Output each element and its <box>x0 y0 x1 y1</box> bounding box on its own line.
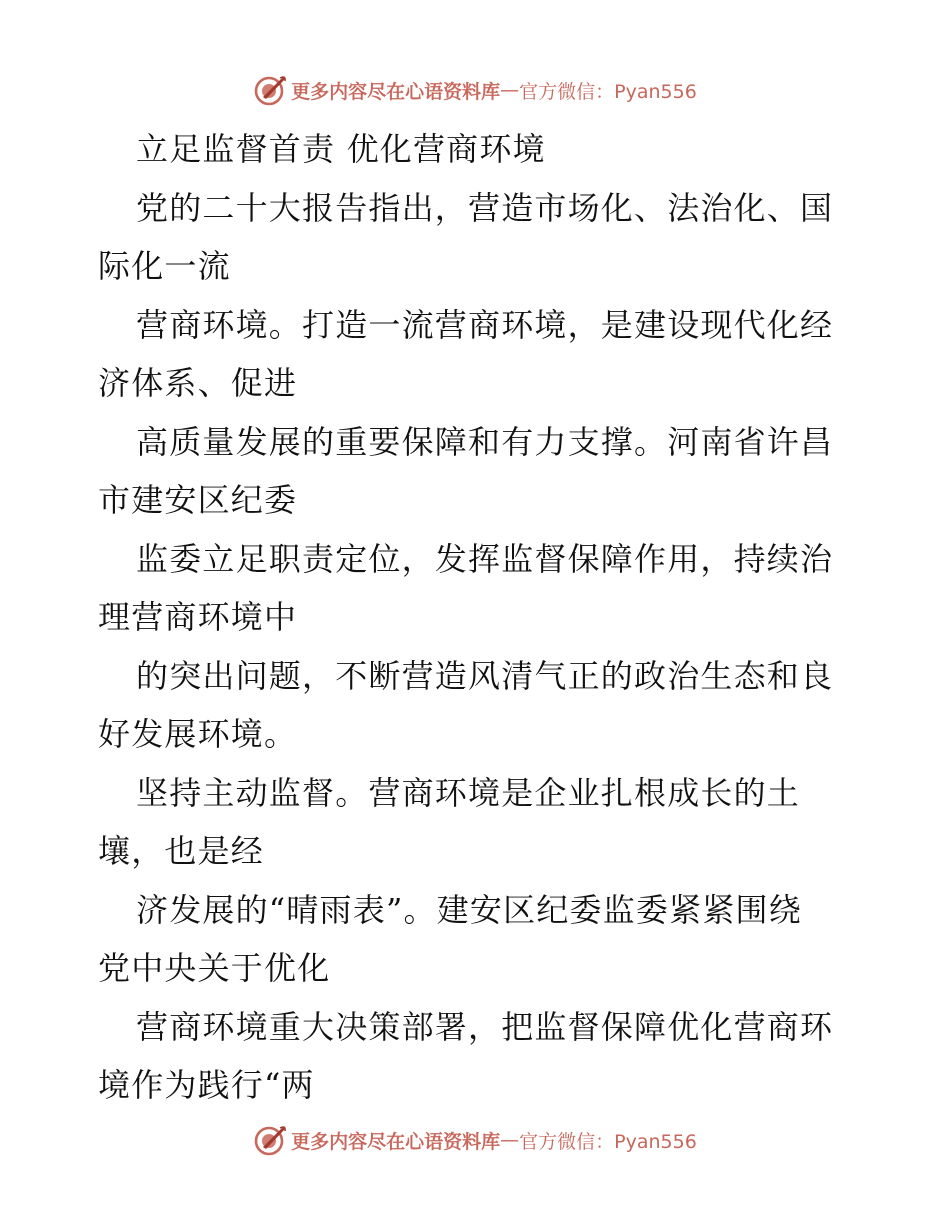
text-line: 党中央关于优化 <box>98 949 331 987</box>
text-line: 境作为践行“两 <box>98 1066 315 1104</box>
quill-pen-circle-icon <box>253 1123 287 1157</box>
watermark-wechat-text: 官方微信：Pyan556 <box>519 1130 697 1153</box>
watermark-brand-text: 更多内容尽在心语资料库 <box>291 80 501 103</box>
text-line: 好发展环境。 <box>98 715 298 753</box>
document-body <box>98 120 858 1115</box>
document-title: 立足监督首责 优化营商环境 <box>136 130 546 168</box>
quill-pen-circle-icon <box>253 73 287 107</box>
watermark-brand-text: 更多内容尽在心语资料库 <box>291 1130 501 1153</box>
text-line: 市建安区纪委 <box>98 481 298 519</box>
text-line: 营商环境。打造一流营商环境，是建设现代化经 <box>136 305 834 344</box>
text-line: 营商环境重大决策部署，把监督保障优化营商环 <box>136 1007 834 1046</box>
watermark-dash: — <box>500 1129 520 1151</box>
watermark-dash: — <box>500 79 520 101</box>
text-line: 坚持主动监督。营商环境是企业扎根成长的土 <box>136 773 801 812</box>
text-line: 壤，也是经 <box>98 832 265 870</box>
watermark-wechat-text: 官方微信：Pyan556 <box>519 80 697 103</box>
text-line: 监委立足职责定位，发挥监督保障作用，持续治 <box>136 539 834 578</box>
text-line: 理营商环境中 <box>98 598 298 636</box>
text-line: 的突出问题，不断营造风清气正的政治生态和良 <box>136 656 834 695</box>
text-line: 济体系、促进 <box>98 364 298 402</box>
text-line: 党的二十大报告指出，营造市场化、法治化、国 <box>136 188 834 227</box>
header-watermark <box>0 70 950 110</box>
footer-watermark <box>0 1120 950 1160</box>
text-line: 际化一流 <box>98 247 231 285</box>
text-line: 济发展的“晴雨表”。建安区纪委监委紧紧围绕 <box>136 890 802 929</box>
text-line: 高质量发展的重要保障和有力支撑。河南省许昌 <box>136 422 834 461</box>
